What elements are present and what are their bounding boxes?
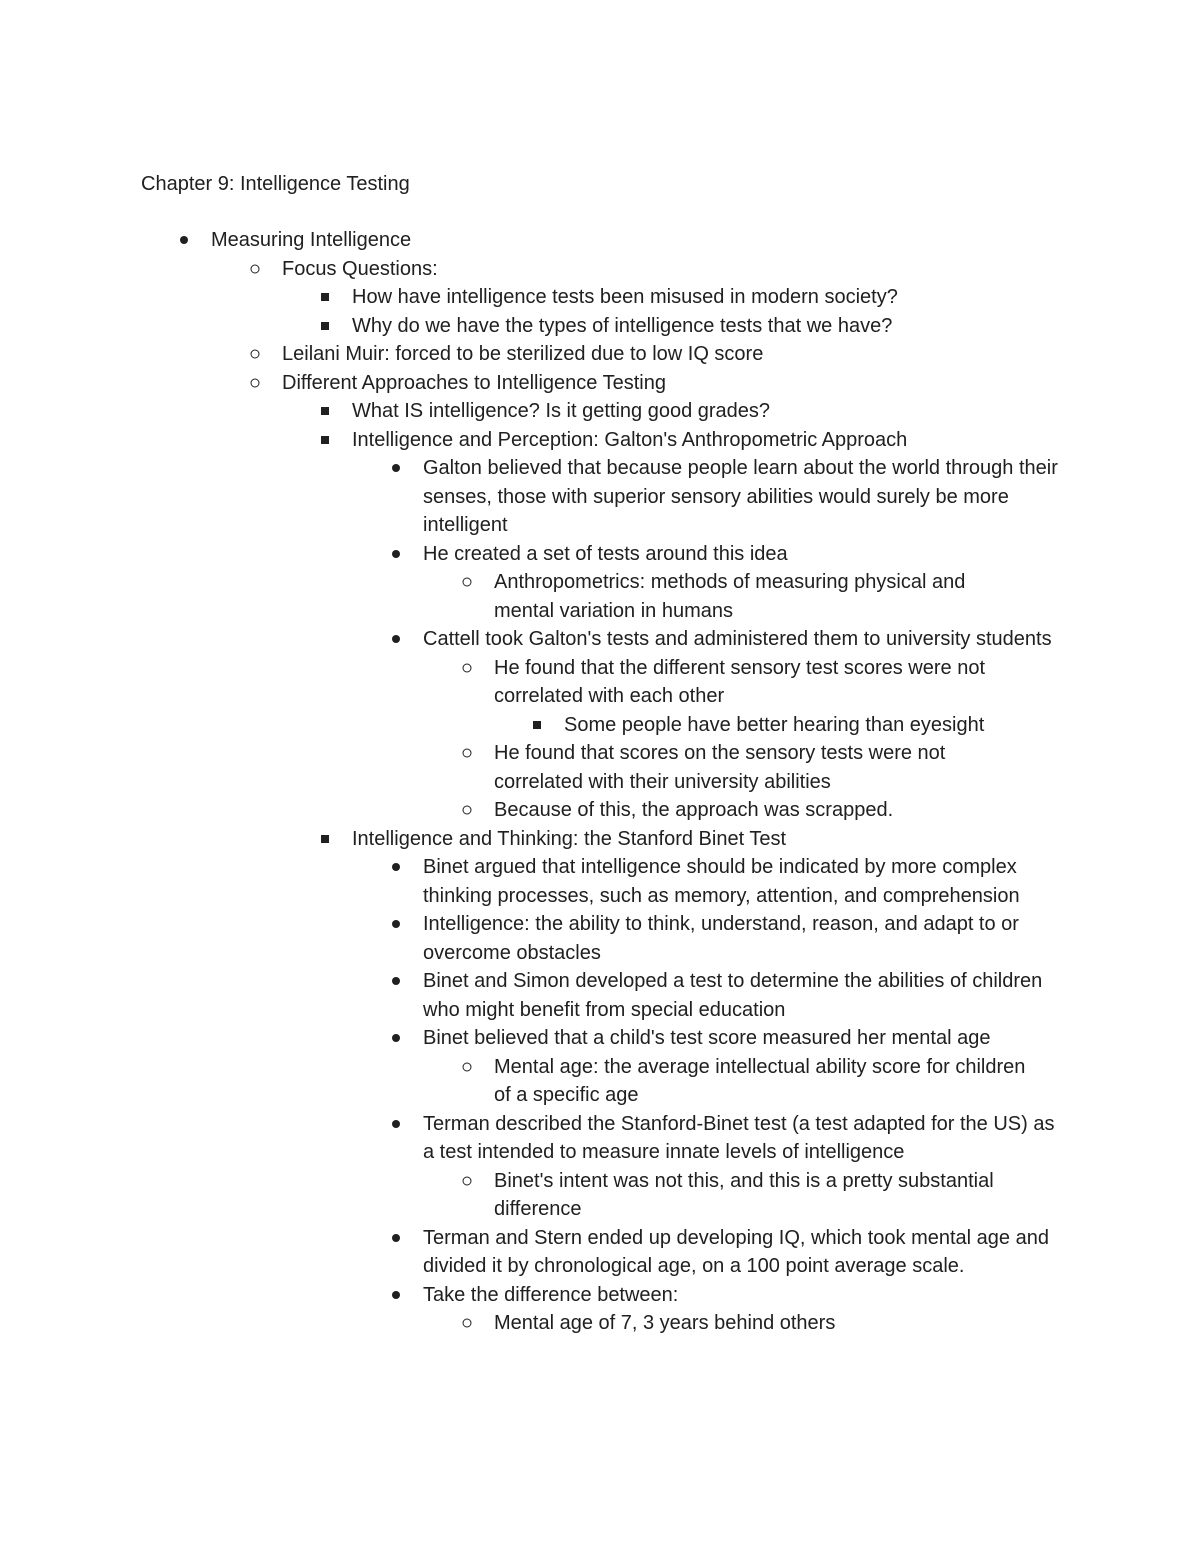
circle-bullet-icon xyxy=(460,796,474,825)
list-item xyxy=(0,312,1070,341)
list-item-text: Mental age: the average intellectual ability score for children of a specific age xyxy=(494,1055,1026,1106)
list-item-text: Take the difference between: xyxy=(423,1283,679,1306)
circle-bullet-icon xyxy=(460,1167,474,1196)
list-item xyxy=(0,853,1060,910)
list-item-text: Different Approaches to Intelligence Testing xyxy=(282,371,666,394)
list-item xyxy=(0,796,1030,825)
disc-bullet-icon xyxy=(389,1024,403,1053)
list-item-text: Measuring Intelligence xyxy=(211,229,412,251)
list-item xyxy=(0,426,1070,455)
square-bullet-icon xyxy=(318,426,332,455)
list-item-text: Anthropometrics: methods of measuring physical and mental variation in humans xyxy=(494,571,966,622)
circle-bullet-icon xyxy=(460,739,474,768)
list-item xyxy=(0,397,1070,426)
list-item-text: He created a set of tests around this idea xyxy=(423,542,788,565)
list-item xyxy=(0,1024,1060,1053)
list-item xyxy=(0,340,1070,369)
bullet-outline xyxy=(0,226,1200,1338)
list-item xyxy=(0,625,1060,654)
list-item-text: Some people have better hearing than eyesight xyxy=(564,713,985,736)
disc-bullet-icon xyxy=(389,853,403,882)
list-item xyxy=(0,711,1070,740)
list-item-text: He found that scores on the sensory tests were not correlated with their university abilities xyxy=(494,742,946,793)
circle-bullet-icon xyxy=(248,340,262,369)
list-item-text: Why do we have the types of intelligence tests that we have? xyxy=(352,314,893,337)
list-item xyxy=(0,1281,1060,1310)
list-item xyxy=(0,226,1070,255)
list-item xyxy=(0,739,1030,796)
list-item xyxy=(0,568,1030,625)
square-bullet-icon xyxy=(318,397,332,426)
disc-bullet-icon xyxy=(177,226,191,255)
list-item xyxy=(0,910,1060,967)
list-item xyxy=(0,283,1070,312)
list-item xyxy=(0,1110,1060,1167)
list-item xyxy=(0,369,1070,398)
disc-bullet-icon xyxy=(389,454,403,483)
list-item-text: Terman and Stern ended up developing IQ, which took mental age and divided it by chronological age, on a 100 point average scale. xyxy=(423,1226,1049,1277)
list-item-text: Intelligence and Thinking: the Stanford Binet Test xyxy=(352,827,786,850)
list-item-text: Intelligence and Perception: Galton's Anthropometric Approach xyxy=(352,428,908,451)
list-item-text: Terman described the Stanford-Binet test (a test adapted for the US) as a test intended to measure innate levels of intelligence xyxy=(423,1112,1055,1163)
list-item xyxy=(0,540,1060,569)
list-item-text: Binet argued that intelligence should be indicated by more complex thinking processes, such as memory, attention, and comprehension xyxy=(423,856,1020,907)
disc-bullet-icon xyxy=(389,625,403,654)
list-item-text: Galton believed that because people learn about the world through their senses, those with superior sensory abilities would surely be more intelligent xyxy=(423,457,1058,536)
list-item-text: Focus Questions: xyxy=(282,257,438,280)
list-item-text: What IS intelligence? Is it getting good grades? xyxy=(352,400,771,422)
disc-bullet-icon xyxy=(389,910,403,939)
disc-bullet-icon xyxy=(389,540,403,569)
square-bullet-icon xyxy=(318,283,332,312)
disc-bullet-icon xyxy=(389,1281,403,1310)
list-item-text: How have intelligence tests been misused in modern society? xyxy=(352,286,898,308)
list-item-text: Intelligence: the ability to think, understand, reason, and adapt to or overcome obstacles xyxy=(423,913,1019,964)
circle-bullet-icon xyxy=(460,1309,474,1338)
circle-bullet-icon xyxy=(248,369,262,398)
list-item-text: Binet believed that a child's test score measured her mental age xyxy=(423,1027,991,1049)
disc-bullet-icon xyxy=(389,1224,403,1253)
list-item xyxy=(0,825,1070,854)
list-item xyxy=(0,1309,1030,1338)
list-item-text: Because of this, the approach was scrapped. xyxy=(494,799,894,821)
square-bullet-icon xyxy=(318,825,332,854)
square-bullet-icon xyxy=(530,711,544,740)
circle-bullet-icon xyxy=(460,568,474,597)
list-item xyxy=(0,1167,1030,1224)
list-item xyxy=(0,454,1060,540)
circle-bullet-icon xyxy=(460,1053,474,1082)
list-item-text: Binet's intent was not this, and this is a pretty substantial difference xyxy=(494,1169,994,1220)
list-item xyxy=(0,967,1060,1024)
list-item xyxy=(0,654,1030,711)
disc-bullet-icon xyxy=(389,967,403,996)
page-title: Chapter 9: Intelligence Testing xyxy=(141,173,410,195)
list-item xyxy=(0,1224,1060,1281)
list-item-text: He found that the different sensory test scores were not correlated with each other xyxy=(494,656,986,707)
list-item-text: Leilani Muir: forced to be sterilized due to low IQ score xyxy=(282,343,764,365)
circle-bullet-icon xyxy=(248,255,262,284)
list-item xyxy=(0,255,1070,284)
list-item-text: Mental age of 7, 3 years behind others xyxy=(494,1312,836,1334)
list-item-text: Cattell took Galton's tests and administered them to university students xyxy=(423,628,1052,650)
list-item-text: Binet and Simon developed a test to determine the abilities of children who might benefit from special education xyxy=(423,970,1043,1021)
disc-bullet-icon xyxy=(389,1110,403,1139)
list-item xyxy=(0,1053,1030,1110)
circle-bullet-icon xyxy=(460,654,474,683)
square-bullet-icon xyxy=(318,312,332,341)
